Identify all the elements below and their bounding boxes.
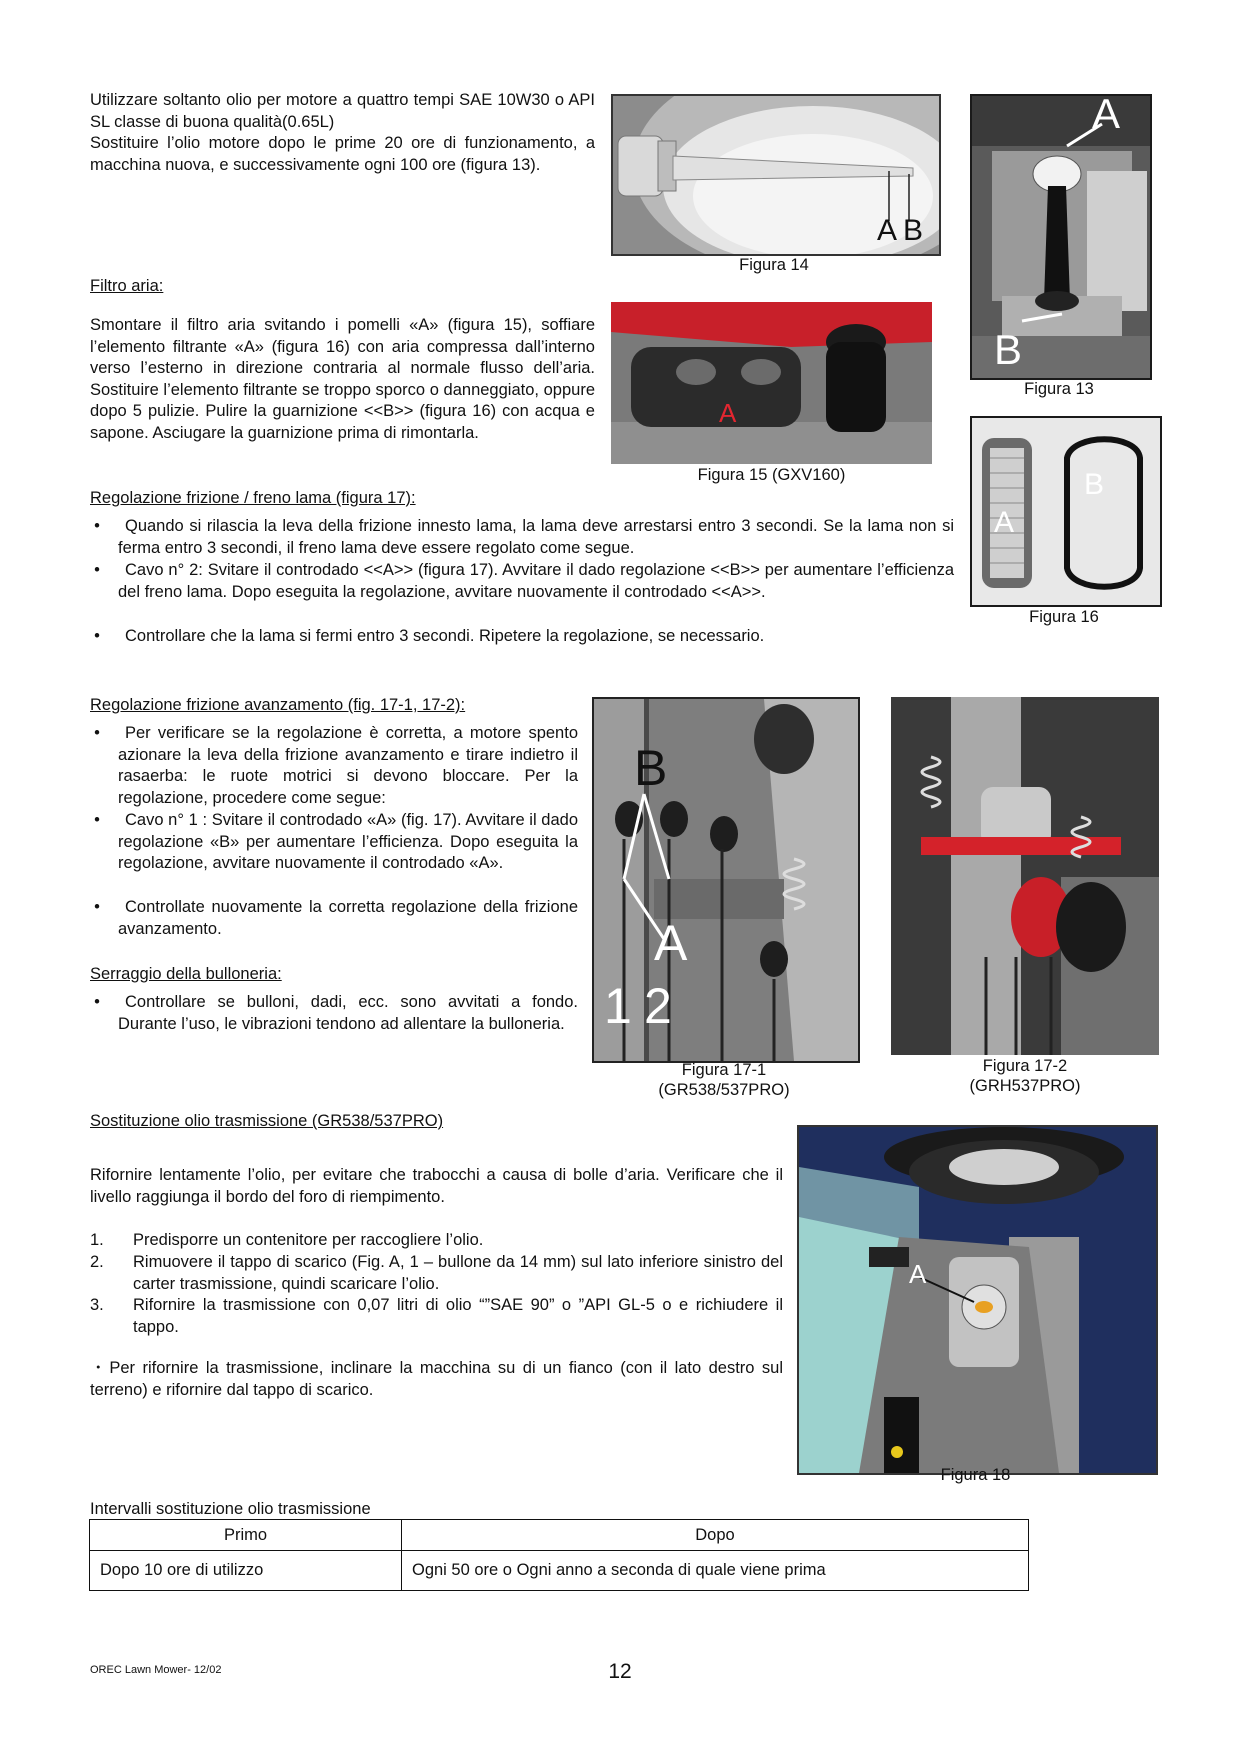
table-header-dopo: Dopo [402,1520,1029,1551]
step-number: 2. [90,1253,104,1271]
bullet-dot: • [94,811,100,829]
bullet-dot: • [94,724,100,742]
table-cell-dopo: Ogni 50 ore o Ogni anno a seconda di quale viene prima [402,1551,1029,1591]
drive-clutch-heading: Regolazione frizione avanzamento (fig. 17-1, 17-2): [90,696,466,714]
figure-13-photo [970,94,1152,380]
bullet-dot: • [94,898,100,916]
step-text: Rifornire la trasmissione con 0,07 litri di olio “”SAE 90” o ”API GL-5 o e richiudere il tappo. [133,1296,783,1336]
step-number: 1. [90,1231,104,1249]
list-item [90,516,954,559]
bullet-text: Cavo n° 2: Svitare il controdado <<A>> (figura 17). Avvitare il dado regolazione <<B>> per aumentare l’efficienza del freno lama. Dopo eseguita la regolazione, avvitare nuovamente il controdado <<A>>. [118,561,954,601]
bullet-text: Controllare se bulloni, dadi, ecc. sono avvitati a fondo. Durante l’uso, le vibrazioni tendono ad allentare la bulloneria. [118,993,578,1033]
figure-16-caption: Figura 16 [1029,608,1099,626]
fig16-label-b: B [1084,468,1105,501]
fig17-1-label-1: 1 [604,978,632,1034]
table-row [90,1551,1029,1591]
oil-grade-text: Utilizzare soltanto olio per motore a quattro tempi SAE 10W30 o API SL classe di buona qualità(0.65L) [90,91,595,131]
list-item [90,1295,783,1338]
page-number: 12 [608,1660,632,1683]
figure-14-caption: Figura 14 [739,256,809,274]
figure-18-caption: Figura 18 [940,1466,1011,1484]
figure-16-photo [970,416,1162,607]
fig14-label-a: A [877,214,898,247]
figure-17-1-photo [592,697,860,1063]
bullet-text: Quando si rilascia la leva della frizione innesto lama, la lama deve arrestarsi entro 3 secondi. Se la lama non si ferma entro 3 secondi, il freno lama deve essere regolato come segue. [118,517,954,557]
figure-17-2-caption-line2: (GRH537PRO) [969,1077,1081,1095]
figure-17-2-caption [891,1056,1159,1096]
list-item [90,1230,783,1252]
bolts-heading: Serraggio della bulloneria: [90,965,282,983]
fig13-label-b: B [994,326,1023,373]
figure-15-caption: Figura 15 (GXV160) [697,466,846,484]
footer-brand: OREC Lawn Mower- 12/02 [90,1664,222,1676]
table-header-row [90,1520,1029,1551]
list-item [90,810,578,875]
table-cell-primo: Dopo 10 ore di utilizzo [90,1551,402,1591]
fig15-label-a: A [719,398,737,428]
bullet-text: Controllate nuovamente la corretta regolazione della frizione avanzamento. [118,898,578,938]
bullet-text: Controllare che la lama si fermi entro 3 secondi. Ripetere la regolazione, se necessario. [125,627,765,645]
transmission-heading: Sostituzione olio trasmissione (GR538/537PRO) [90,1112,444,1130]
fig14-label-b: B [903,214,924,247]
list-item [90,1252,783,1295]
fig16-label-a: A [994,506,1015,539]
bullet-dot: • [94,627,100,645]
list-item [90,626,954,648]
fig18-label-a: A [909,1259,927,1289]
transmission-intro: Rifornire lentamente l’olio, per evitare che trabocchi a causa di bolle d’aria. Verificare che il livello raggiunga il bordo del foro di riempimento. [90,1166,783,1206]
figure-17-2-caption-line1: Figura 17-2 [982,1057,1068,1075]
bullet-dot: • [94,517,100,535]
fig17-1-label-b: B [634,740,668,796]
bullet-text: Per verificare se la regolazione è corretta, a motore spento azionare la leva della frizione avanzamento e tirare indietro il rasaerba: le ruote motrici si devono bloccare. Per la regolazione, procedere come segue: [118,724,578,807]
figure-18-photo [797,1125,1158,1475]
figure-14-photo [611,94,941,256]
step-text: Predisporre un contenitore per raccogliere l’olio. [133,1231,484,1249]
bullet-dot: • [94,561,100,579]
figure-13-caption: Figura 13 [1024,380,1094,398]
list-item [90,897,578,940]
figure-17-1-caption [592,1060,856,1100]
list-item [90,560,954,603]
list-item [90,992,578,1035]
oil-section [90,90,595,176]
fig13-label-a: A [1092,94,1121,137]
bullet-dot: • [94,993,100,1011]
oil-change-text: Sostituire l’olio motore dopo le prime 20 ore di funzionamento, a macchina nuova, e successivamente ogni 100 ore (figura 13). [90,134,595,174]
step-number: 3. [90,1296,104,1314]
fig17-1-label-a: A [654,915,688,971]
figure-17-2-photo [891,697,1159,1055]
figure-17-1-caption-line1: Figura 17-1 [681,1061,767,1079]
blade-clutch-heading: Regolazione frizione / freno lama (figura 17): [90,489,416,507]
step-text: Rimuovere il tappo di scarico (Fig. A, 1 – bullone da 14 mm) sul lato inferiore sinistro del carter trasmissione, quindi scaricare l’olio. [133,1253,783,1293]
figure-17-1-caption-line2: (GR538/537PRO) [658,1081,790,1099]
interval-table [89,1519,1029,1591]
air-filter-text: Smontare il filtro aria svitando i pomelli «A» (figura 15), soffiare l’elemento filtrante «A» (figura 16) con aria compressa dall’interno verso l’esterno in direzione contraria al normale flusso dell’aria. Sostituire l’elemento filtrante se troppo sporco o danneggiato, oppure dopo 5 pulizie. Pulire la guarnizione <<B>> (figura 16) con acqua e sapone. Asciugare la guarnizione prima di rimontarla. [90,316,595,442]
table-header-primo: Primo [90,1520,402,1551]
interval-table-title: Intervalli sostituzione olio trasmissione [90,1500,371,1518]
transmission-note: ・Per rifornire la trasmissione, inclinare la macchina su di un fianco (con il lato destro sul terreno) e rifornire dal tappo di scarico. [90,1359,783,1399]
bullet-text: Cavo n° 1 : Svitare il controdado «A» (fig. 17). Avvitare il dado regolazione «B» per aumentare l’efficienza. Dopo eseguita la regolazione, avvitare nuovamente il controdado «A». [118,811,578,873]
fig17-1-label-2: 2 [644,978,672,1034]
air-filter-heading: Filtro aria: [90,277,164,295]
figure-15-photo [611,302,932,464]
list-item [90,723,578,809]
